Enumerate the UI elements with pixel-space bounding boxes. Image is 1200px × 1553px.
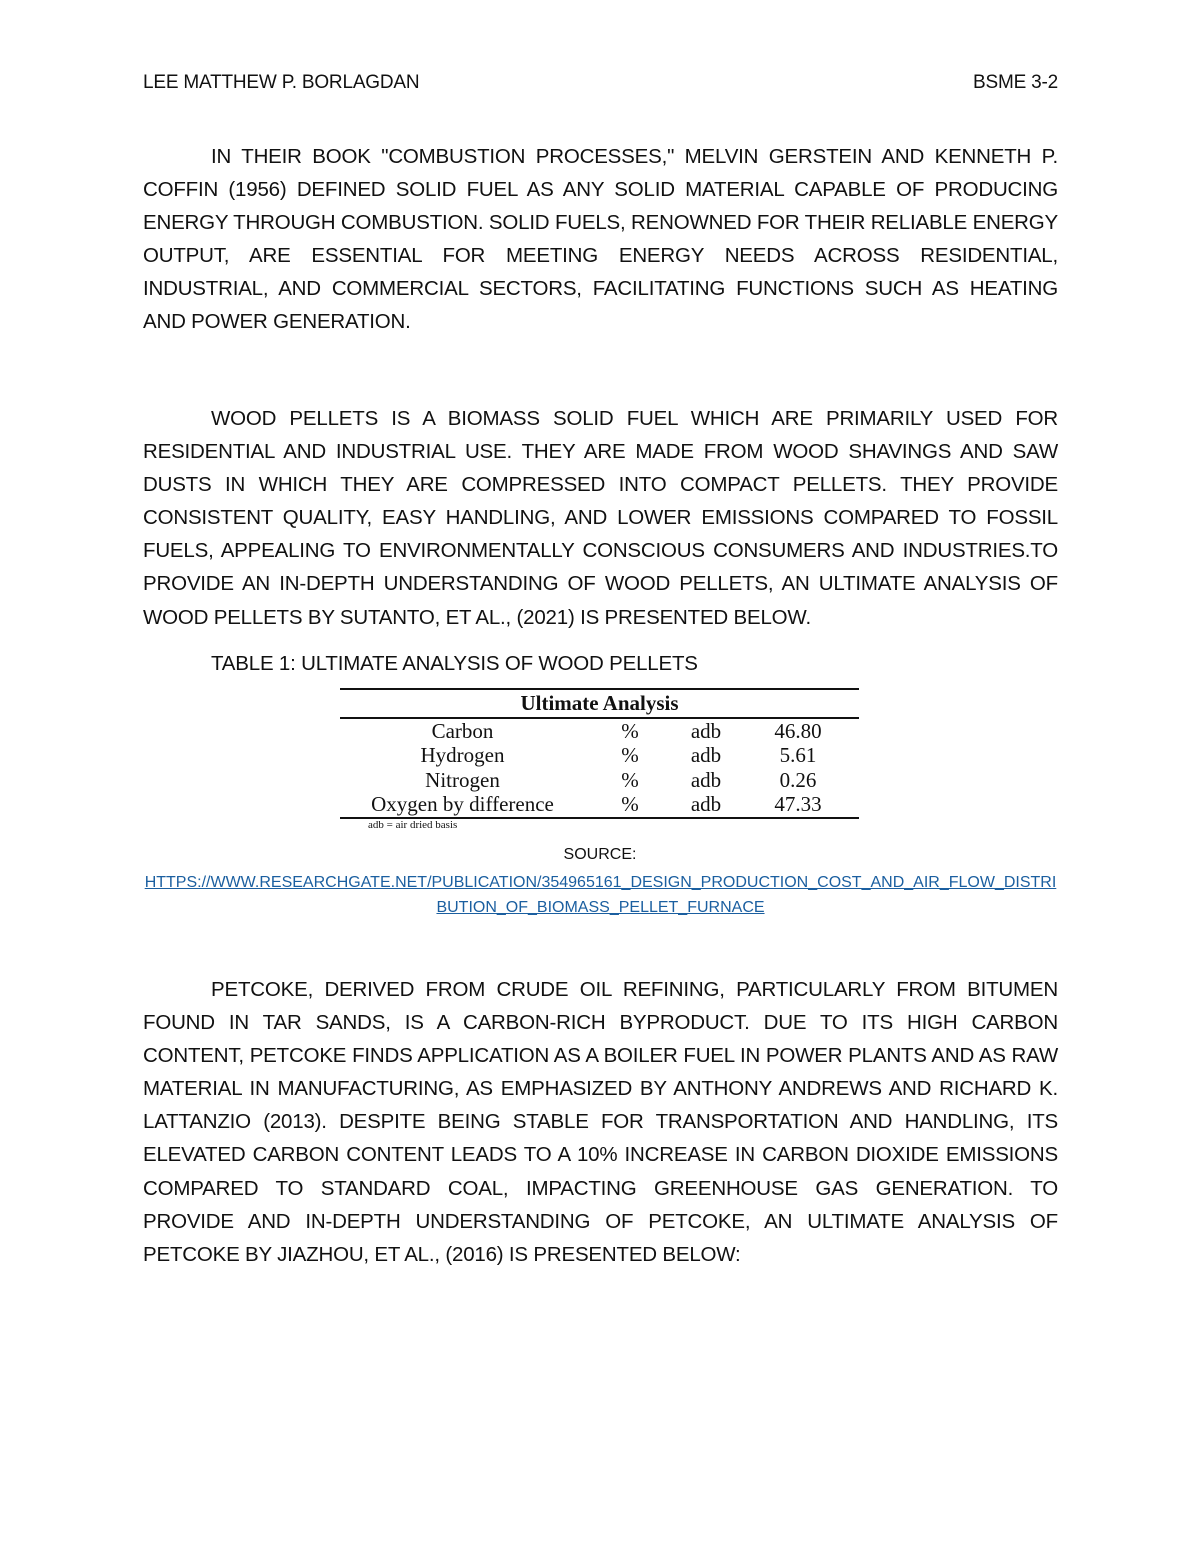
author-name: LEE MATTHEW P. BORLAGDAN: [143, 72, 420, 93]
row-name: Nitrogen: [425, 767, 500, 792]
table-footnote: adb = air dried basis: [368, 818, 458, 831]
row-value: 47.33: [774, 792, 822, 816]
row-basis: adb: [690, 767, 722, 792]
ultimate-analysis-table: [340, 688, 859, 831]
table-row: [340, 719, 859, 744]
source-link[interactable]: HTTPS://WWW.RESEARCHGATE.NET/PUBLICATION/354965161_DESIGN_PRODUCTION_COST_AND_AIR_FLOW_DISTRIBUTION_OF_BIOMASS_PELLET_FURNACE: [144, 874, 1057, 916]
row-name: Oxygen by difference: [371, 792, 554, 816]
table-row: [340, 792, 859, 817]
row-unit: %: [621, 743, 639, 767]
row-unit: %: [621, 718, 639, 743]
row-value: 46.80: [774, 718, 822, 743]
row-value: 5.61: [779, 743, 817, 767]
row-basis: adb: [690, 718, 722, 743]
row-value: 0.26: [779, 767, 817, 792]
paragraph-wood-pellets: WOOD PELLETS IS A BIOMASS SOLID FUEL WHICH ARE PRIMARILY USED FOR RESIDENTIAL AND INDUSTRIAL USE. THEY ARE MADE FROM WOOD SHAVINGS AND SAW DUSTS IN WHICH THEY ARE COMPRESSED INTO COMPACT PELLETS. THEY PROVIDE CONSISTENT QUALITY, EASY HANDLING, AND LOWER EMISSIONS COMPARED TO FOSSIL FUELS, APPEALING TO ENVIRONMENTALLY CONSCIOUS CONSUMERS AND INDUSTRIES.TO PROVIDE AN IN-DEPTH UNDERSTANDING OF WOOD PELLETS, AN ULTIMATE ANALYSIS OF WOOD PELLETS BY SUTANTO, ET AL., (2021) IS PRESENTED BELOW.: [143, 407, 1058, 629]
table-row: [340, 768, 859, 793]
table-heading: Ultimate Analysis: [520, 691, 679, 715]
source-label: SOURCE:: [563, 846, 637, 863]
row-basis: adb: [690, 743, 722, 767]
paragraph-petcoke: PETCOKE, DERIVED FROM CRUDE OIL REFINING, PARTICULARLY FROM BITUMEN FOUND IN TAR SANDS, IS A CARBON-RICH BYPRODUCT. DUE TO ITS HIGH CARBON CONTENT, PETCOKE FINDS APPLICATION AS A BOILER FUEL IN POWER PLANTS AND AS RAW MATERIAL IN MANUFACTURING, AS EMPHASIZED BY ANTHONY ANDREWS AND RICHARD K. LATTANZIO (2013). DESPITE BEING STABLE FOR TRANSPORTATION AND HANDLING, ITS ELEVATED CARBON CONTENT LEADS TO A 10% INCREASE IN CARBON DIOXIDE EMISSIONS COMPARED TO STANDARD COAL, IMPACTING GREENHOUSE GAS GENERATION. TO PROVIDE AND IN-DEPTH UNDERSTANDING OF PETCOKE, AN ULTIMATE ANALYSIS OF PETCOKE BY JIAZHOU, ET AL., (2016) IS PRESENTED BELOW:: [143, 978, 1058, 1266]
table-row: [340, 743, 859, 768]
row-basis: adb: [690, 792, 722, 816]
row-name: Hydrogen: [420, 743, 505, 767]
table-caption: TABLE 1: ULTIMATE ANALYSIS OF WOOD PELLETS: [211, 652, 698, 675]
class-section: BSME 3-2: [973, 72, 1058, 93]
row-name: Carbon: [431, 718, 494, 743]
row-unit: %: [621, 767, 639, 792]
paragraph-solid-fuel: IN THEIR BOOK "COMBUSTION PROCESSES," MELVIN GERSTEIN AND KENNETH P. COFFIN (1956) DEFINED SOLID FUEL AS ANY SOLID MATERIAL CAPABLE OF PRODUCING ENERGY THROUGH COMBUSTION. SOLID FUELS, RENOWNED FOR THEIR RELIABLE ENERGY OUTPUT, ARE ESSENTIAL FOR MEETING ENERGY NEEDS ACROSS RESIDENTIAL, INDUSTRIAL, AND COMMERCIAL SECTORS, FACILITATING FUNCTIONS SUCH AS HEATING AND POWER GENERATION.: [143, 145, 1058, 334]
page-header: [143, 72, 1058, 94]
row-unit: %: [621, 792, 639, 816]
